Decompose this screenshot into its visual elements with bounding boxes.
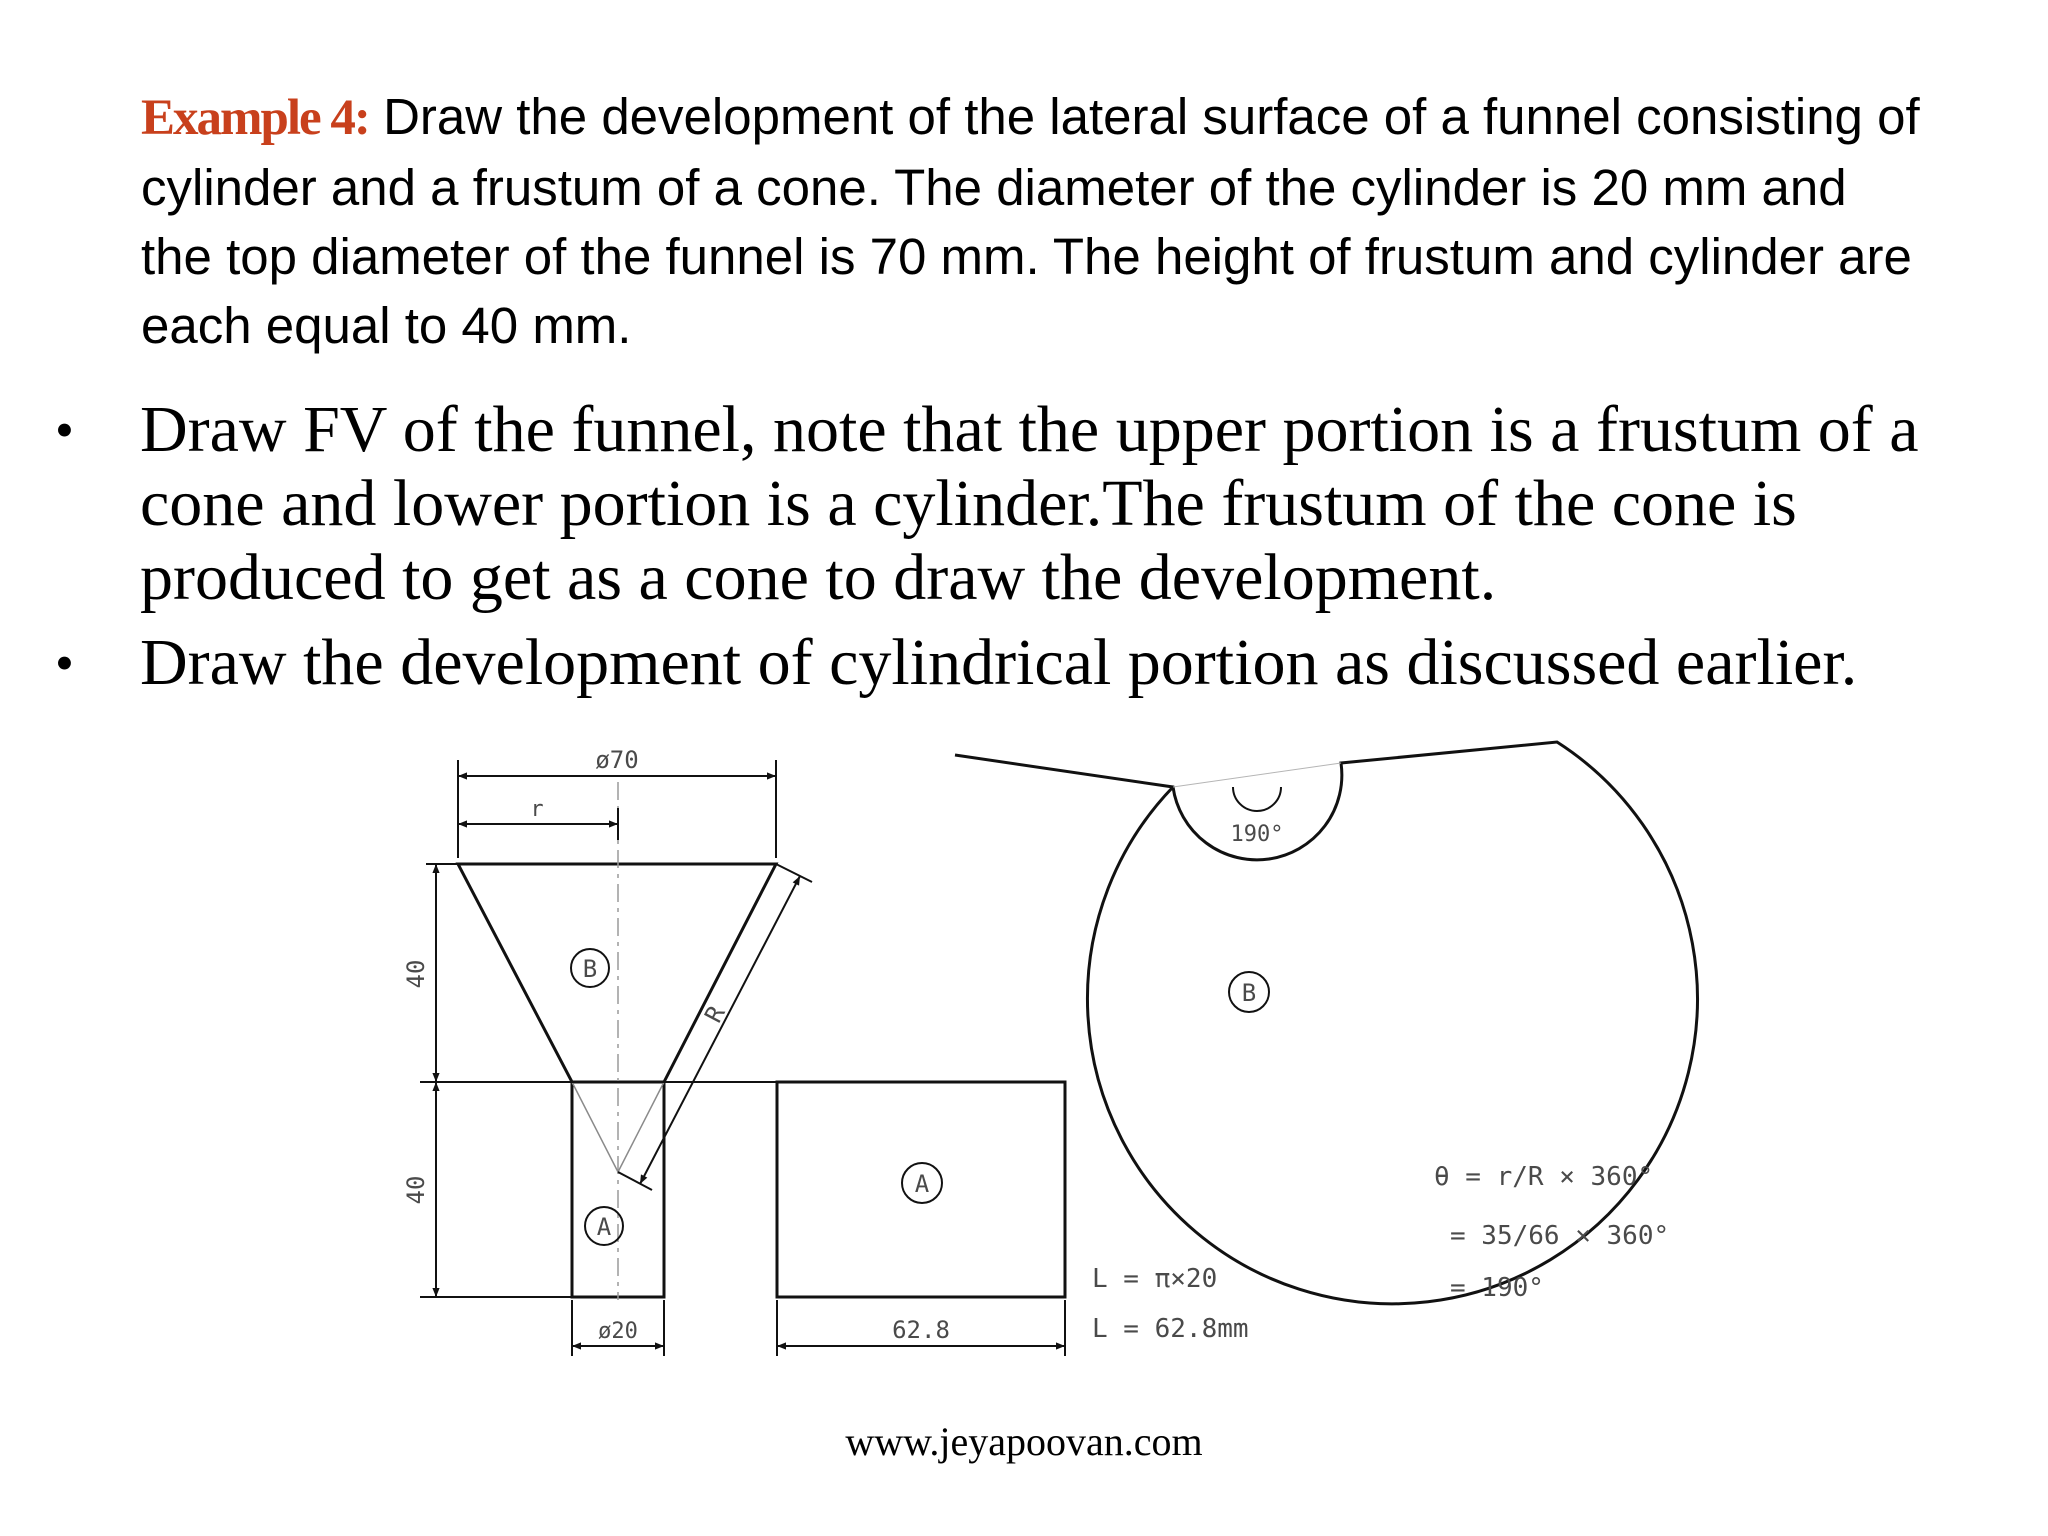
produced-cone-line xyxy=(572,1082,618,1172)
dimension-line xyxy=(776,864,812,882)
frustum-outline xyxy=(458,864,776,1082)
frustum-height-label: 40 xyxy=(402,959,430,989)
length-formula: L = π×20 xyxy=(1092,1264,1218,1294)
cylinder-diameter-label: ø20 xyxy=(598,1319,638,1344)
example-label: Example 4: xyxy=(141,90,369,146)
slant-label: R xyxy=(699,1001,731,1028)
dimension-line xyxy=(618,1172,652,1190)
bullet-icon: • xyxy=(55,400,74,460)
top-diameter-label: ø70 xyxy=(595,746,639,774)
theta-formula: θ = r/R × 360° xyxy=(1434,1162,1654,1192)
cylinder-label: A xyxy=(596,1213,612,1241)
cylinder-dev-label: A xyxy=(914,1170,930,1198)
angle-arc xyxy=(1233,787,1281,811)
instruction-text: Draw FV of the funnel, note that the upper portion is a frustum of a cone and lower portion is a cylinder.The frustum of the cone is produced to get as a cone to draw the development. xyxy=(140,393,1919,614)
cylinder-dev-length-label: 62.8 xyxy=(892,1316,950,1344)
radius-label: r xyxy=(530,797,544,822)
frustum-label: B xyxy=(582,955,598,983)
bullet-icon: • xyxy=(55,633,74,693)
length-result: L = 62.8mm xyxy=(1092,1314,1249,1344)
theta-substitution: = 35/66 × 360° xyxy=(1450,1221,1670,1251)
angle-label: 190° xyxy=(1230,822,1284,847)
angle-construction-line xyxy=(1173,763,1341,787)
theta-result: = 190° xyxy=(1450,1273,1544,1303)
cone-dev-label: B xyxy=(1241,979,1257,1007)
footer-url: www.jeyapoovan.com xyxy=(845,1419,1203,1464)
cylinder-height-label: 40 xyxy=(402,1175,430,1205)
problem-text: Draw the development of the lateral surface of a funnel consisting of cylinder and a frustum of a cone. The diameter of the cylinder is 20 mm and the top diameter of the funnel is 70 mm. The height of frustum and cylinder are each equal to 40 mm. xyxy=(141,88,1920,354)
produced-cone-line xyxy=(618,1082,664,1172)
instruction-text: Draw the development of cylindrical portion as discussed earlier. xyxy=(140,626,1858,699)
